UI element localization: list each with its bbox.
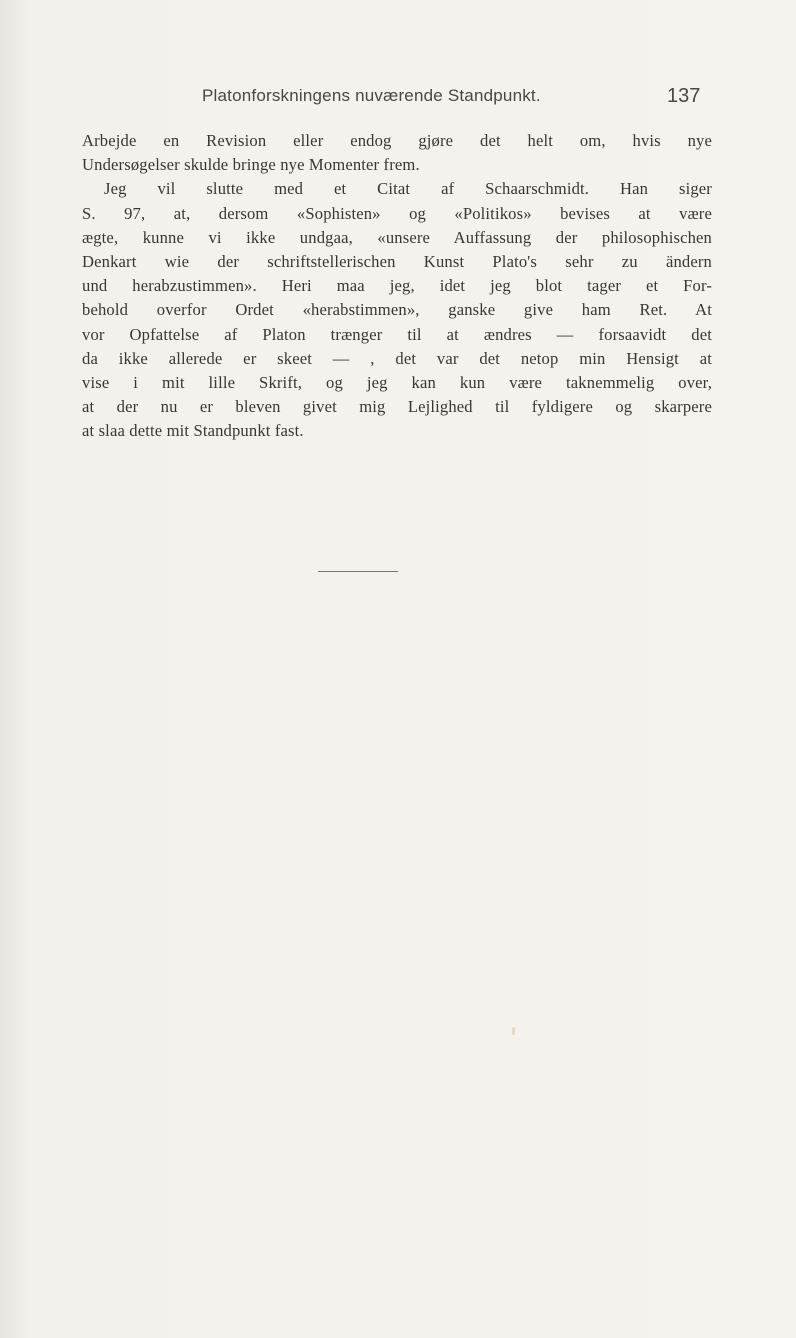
- text-line: behold overfor Ordet «herabstimmen», ganske give ham Ret. At: [82, 300, 712, 320]
- text-line: Undersøgelser skulde bringe nye Momenter frem.: [82, 155, 420, 175]
- text-line: at der nu er bleven givet mig Lejlighed til fyldigere og skarpere: [82, 397, 712, 417]
- page-number: 137: [667, 85, 701, 107]
- text-line: Jeg vil slutte med et Citat af Schaarschmidt. Han siger: [104, 179, 712, 199]
- text-line: at slaa dette mit Standpunkt fast.: [82, 421, 304, 441]
- text-line: da ikke allerede er skeet — , det var det netop min Hensigt at: [82, 348, 712, 368]
- paper-speck: [512, 1027, 515, 1035]
- running-head: [0, 86, 796, 110]
- body-paragraph: [82, 129, 712, 443]
- text-line: ægte, kunne vi ikke undgaa, «unsere Auffassung der philosophischen: [82, 227, 712, 247]
- text-line: Arbejde en Revision eller endog gjøre det helt om, hvis nye: [82, 131, 712, 150]
- text-line: vor Opfattelse af Platon trænger til at ændres — forsaavidt det: [82, 324, 712, 344]
- section-end-rule: [318, 571, 398, 572]
- running-title: Platonforskningens nuværende Standpunkt.: [202, 86, 541, 105]
- text-line: Denkart wie der schriftstellerischen Kunst Plato's sehr zu ändern: [82, 251, 712, 271]
- text-line: vise i mit lille Skrift, og jeg kan kun være taknemmelig over,: [82, 372, 712, 392]
- text-line: und herabzustimmen». Heri maa jeg, idet jeg blot tager et For-: [82, 276, 712, 296]
- text-line: S. 97, at, dersom «Sophisten» og «Politikos» bevises at være: [82, 203, 712, 223]
